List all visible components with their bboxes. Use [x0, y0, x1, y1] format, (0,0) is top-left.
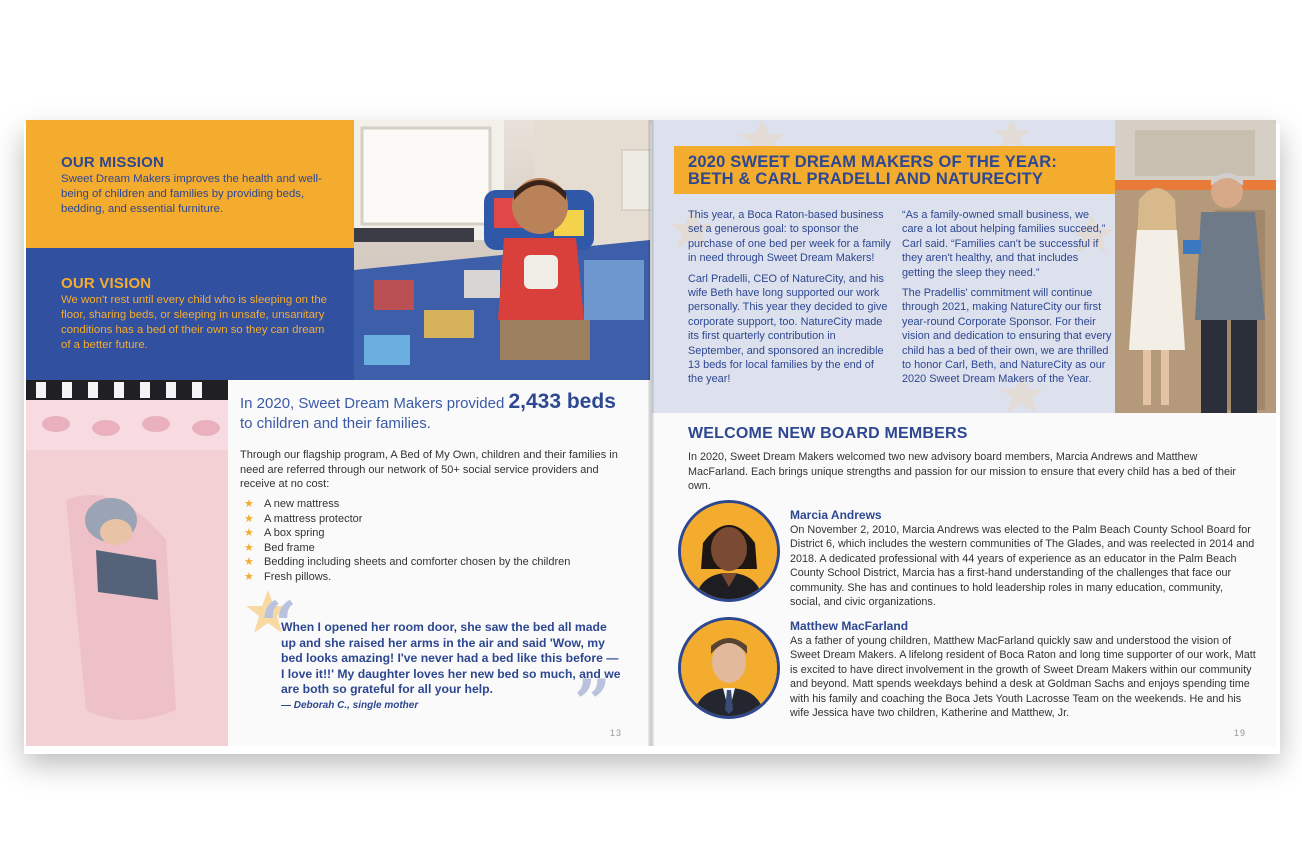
stat-suffix: to children and their families.: [240, 415, 431, 432]
left-page: [26, 120, 650, 746]
matthew-portrait-illustration: [681, 620, 777, 716]
star-bullet-icon: ★: [244, 527, 254, 539]
title-line-1: 2020 SWEET DREAM MAKERS OF THE YEAR:: [688, 153, 1058, 171]
article-paragraph: This year, a Boca Raton-based business set a generous goal: to sponsor the purchase of one bed per week for a family in need through Sweet Dream Makers!: [688, 209, 891, 265]
member-bio: As a father of young children, Matthew MacFarland quickly saw and understood the vision of Sweet Dream Makers. A lifelong resident of Boca Raton and long time supporter of our work, Matt is excited to have direct involvement in the growth of Sweet Dream Makers within our community and beyond. Matt spends weekdays behind a desk at Goldman Sachs and enjoys spending time with his family and coaching the Boca Jets Youth Lacrosse Team on the weekends. He and his wife Jessica have two children, Katherine and Matthew, Jr.: [790, 635, 1256, 720]
vision-text: We won't rest until every child who is sleeping on the floor, sharing beds, or sleeping in unsafe, unsanitary conditions has a bed of their own so they can dream of a better future.: [61, 294, 327, 351]
article-paragraph: The Pradellis' commitment will continue through 2021, making NatureCity our first year-round Corporate Sponsor. For their vision and dedication to ensuring that every child has a bed of their own, we are thrilled to honor Carl, Beth, and NatureCity as our 2020 Sweet Dream Makers of the Year.: [902, 287, 1112, 386]
vision-title: OUR VISION: [61, 275, 152, 292]
open-quote-icon: “: [260, 588, 297, 663]
page-number: 13: [610, 728, 623, 738]
photo-beth-and-carl: [1115, 120, 1276, 413]
member-bio: On November 2, 2010, Marcia Andrews was elected to the Palm Beach County School Board for District 6, which includes the western communities of The Glades, and was reelected in 2014 and 2018. A dedicated professional with 44 years of experience as an educator in the Palm Beach County School District, Marcia has a first-hand understanding of the challenges that face our community. She has and continues to hold leadership roles in many education, community, social, and civic organizations.: [790, 524, 1255, 609]
vision-box: [26, 248, 354, 380]
star-bullet-icon: ★: [244, 541, 254, 554]
list-item: ★ A new mattress: [244, 498, 340, 510]
mission-text: Sweet Dream Makers improves the health and well-being of children and families by providing beds, bedding, and essential furniture.: [61, 173, 322, 215]
book-spine: [648, 120, 654, 746]
article-column-1: [688, 208, 892, 393]
makers-of-year-title: [674, 146, 1115, 194]
star-bullet-icon: ★: [244, 556, 254, 568]
close-quote-icon: ”: [574, 666, 611, 741]
program-description: Through our flagship program, A Bed of My Own, children and their families in need are referred through our network of 50+ social service providers and receive at no cost:: [240, 449, 618, 490]
marcia-portrait-illustration: [681, 503, 777, 599]
quote-author: — Deborah C., single mother: [281, 700, 419, 711]
photo-boy-on-bed: [354, 120, 650, 380]
title-line-2: BETH & CARL PRADELLI AND NATURECITY: [688, 170, 1044, 188]
beds-provided-stat: [240, 392, 640, 434]
makers-of-year-panel: [652, 120, 1115, 413]
mission-box: [26, 120, 354, 248]
article-paragraph: “As a family-owned small business, we care a lot about helping families succeed,” Carl said. “Families can't be successful if they aren't healthy, and that includes getting the sleep they need.”: [902, 209, 1106, 279]
stat-number: 2,433 beds: [508, 390, 616, 413]
star-bullet-icon: ★: [244, 498, 254, 510]
list-item: ★ Fresh pillows.: [244, 570, 332, 583]
star-bullet-icon: ★: [244, 512, 254, 525]
baby-in-crib-illustration: [26, 380, 228, 746]
avatar-matthew-macfarland: [678, 617, 780, 719]
page-number: 19: [1234, 728, 1247, 738]
stat-prefix: In 2020, Sweet Dream Makers provided: [240, 395, 509, 412]
avatar-marcia-andrews: [678, 500, 780, 602]
mission-title: OUR MISSION: [61, 154, 165, 171]
list-item: ★ Bedding including sheets and comforter chosen by the children: [244, 556, 571, 568]
article-paragraph: Carl Pradelli, CEO of NatureCity, and his wife Beth have long supported our work personally. This year they decided to give corporate support, too. NatureCity made its first quarterly contribution in September, and sponsored an incredible 13 beds for local families by the end of the year!: [688, 272, 888, 386]
list-item: ★ Bed frame: [244, 541, 315, 554]
couple-illustration: [1115, 120, 1276, 413]
welcome-board-text: In 2020, Sweet Dream Makers welcomed two new advisory board members, Marcia Andrews and Matthew MacFarland. Each brings unique strengths and passion for our mission to ensure that every child has a bed of their own.: [688, 451, 1236, 492]
testimonial-quote: When I opened her room door, she saw the bed all made up and she raised her arms in the air and said 'Wow, my bed looks amazing! I've never had a bed like this before — I love it!!' My daughter loves her new bed so much, and we are both so grateful for all your help.: [281, 620, 621, 696]
boy-on-bed-illustration: [354, 120, 650, 380]
list-item: ★ A mattress protector: [244, 512, 363, 525]
provided-items-list: [244, 497, 570, 584]
member-name: Matthew MacFarland: [790, 619, 909, 633]
right-page: [652, 120, 1276, 746]
photo-baby-in-crib: [26, 380, 228, 746]
bio-matthew-macfarland: [790, 619, 1256, 720]
bio-marcia-andrews: [790, 508, 1256, 609]
welcome-board-title: WELCOME NEW BOARD MEMBERS: [688, 425, 968, 442]
list-item: ★ A box spring: [244, 527, 325, 539]
member-name: Marcia Andrews: [790, 508, 882, 522]
star-bullet-icon: ★: [244, 570, 254, 583]
article-column-2: [902, 208, 1112, 393]
